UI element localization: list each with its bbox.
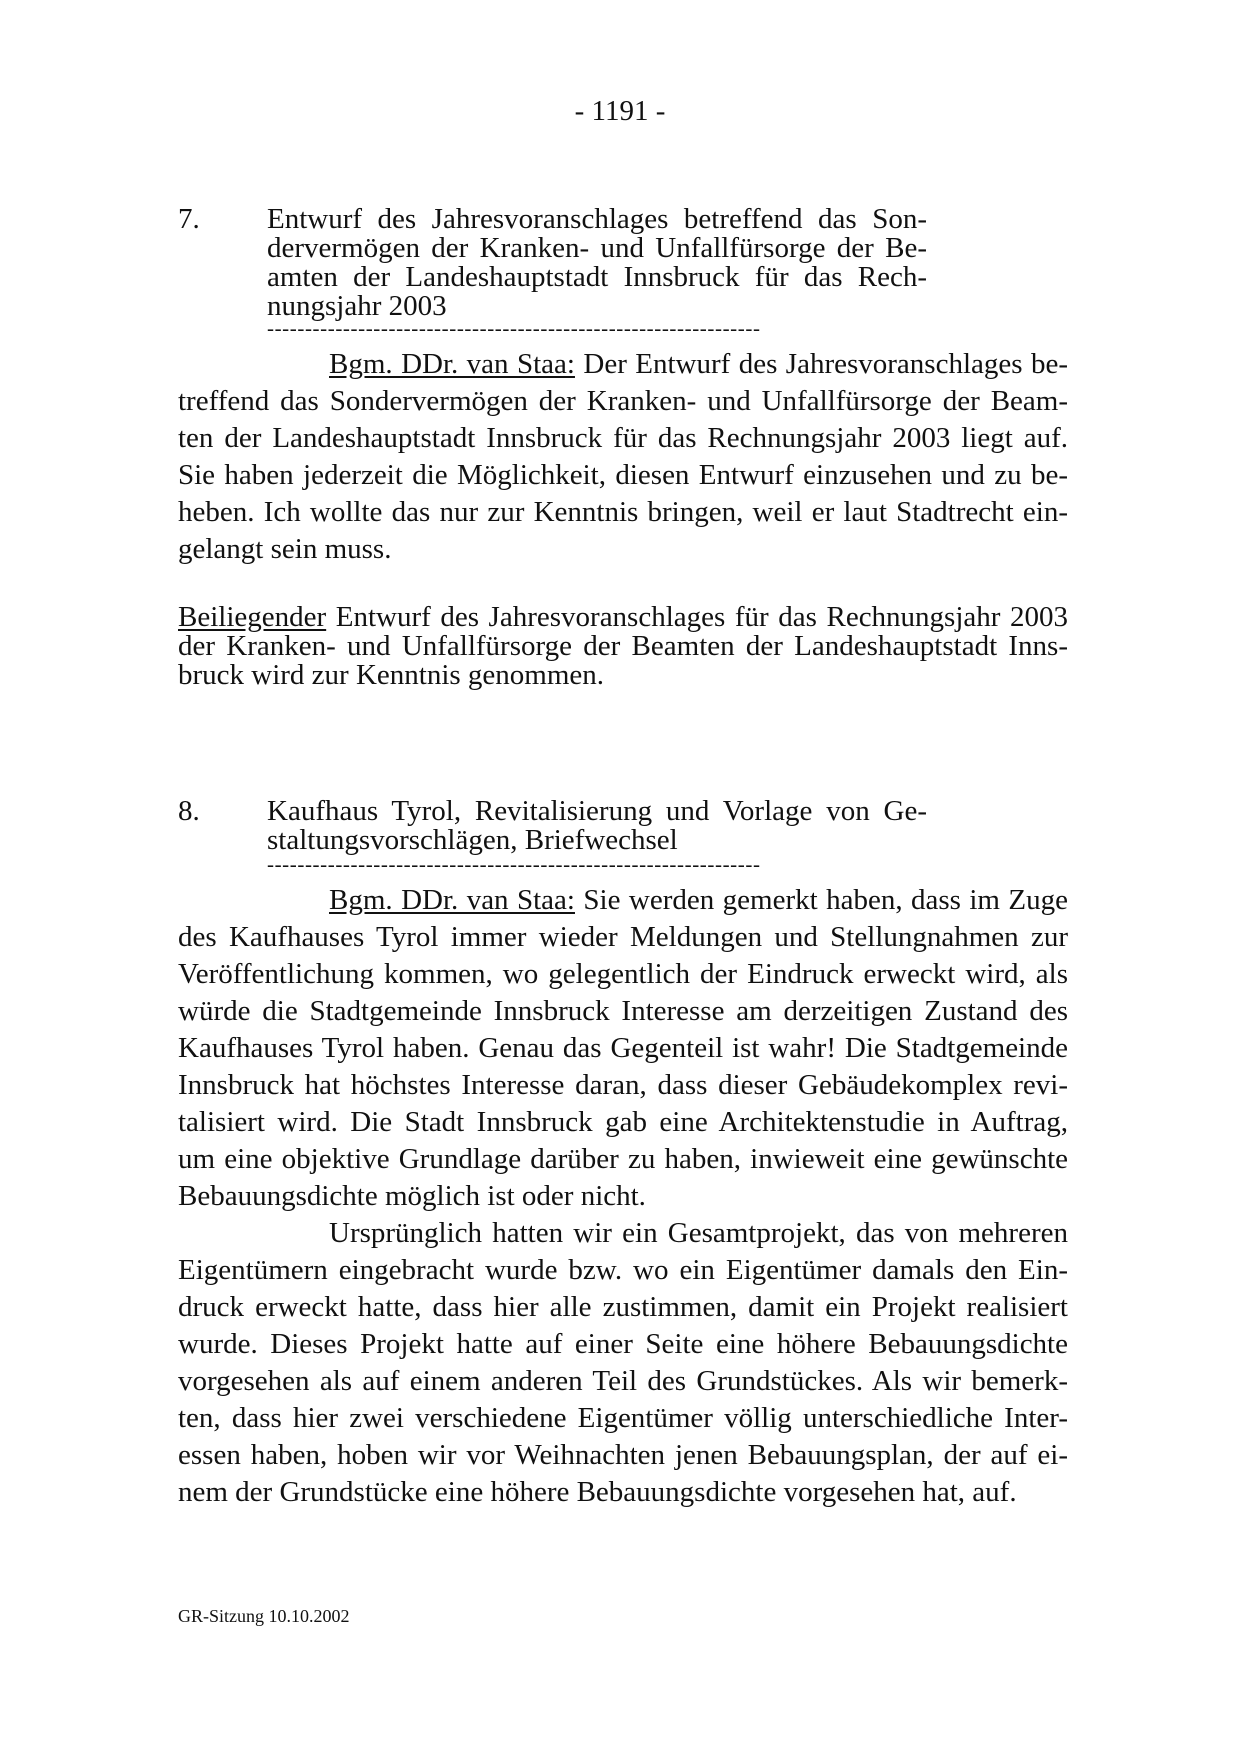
item-7-statement bbox=[178, 346, 1068, 568]
statement-line: des Kaufhauses Tyrol immer wieder Meldungen und Stellungnahmen zur bbox=[178, 921, 1068, 953]
statement-line: ten der Landeshauptstadt Innsbruck für das Rechnungsjahr 2003 liegt auf. bbox=[178, 422, 1068, 454]
statement-line: Kaufhauses Tyrol haben. Genau das Gegenteil ist wahr! Die Stadtgemeinde bbox=[178, 1032, 1068, 1064]
item-8-title bbox=[267, 797, 927, 855]
item-8-separator: ----------------------------------------------------------------- bbox=[267, 852, 761, 876]
statement-line: gelangt sein muss. bbox=[178, 533, 392, 565]
statement-line: nem der Grundstücke eine höhere Bebauungsdichte vorgesehen hat, auf. bbox=[178, 1476, 1017, 1508]
item-7-resolution bbox=[178, 603, 1068, 690]
statement-line: Sie haben jederzeit die Möglichkeit, diesen Entwurf einzusehen und zu be- bbox=[178, 459, 1068, 491]
item-8-title-line: staltungsvorschlägen, Briefwechsel bbox=[267, 824, 678, 856]
statement-line: Bebauungsdichte möglich ist oder nicht. bbox=[178, 1180, 646, 1212]
item-8-number: 8. bbox=[178, 795, 200, 827]
resolution-keyword: Beiliegender bbox=[178, 601, 327, 633]
item-8-title-line: Kaufhaus Tyrol, Revitalisierung und Vorlage von Ge- bbox=[267, 795, 927, 827]
statement-line: Der Entwurf des Jahresvoranschlages be- bbox=[574, 348, 1068, 380]
statement-line: Eigentümern eingebracht wurde bzw. wo ein Eigentümer damals den Ein- bbox=[178, 1254, 1068, 1286]
item-8-statement bbox=[178, 882, 1068, 1215]
speaker-name: Bgm. DDr. van Staa: bbox=[329, 884, 575, 916]
speaker-name: Bgm. DDr. van Staa: bbox=[329, 348, 575, 380]
page-footer: GR-Sitzung 10.10.2002 bbox=[178, 1606, 350, 1626]
item-7-title bbox=[267, 205, 927, 321]
statement-line: druck erweckt hatte, dass hier alle zustimmen, damit ein Projekt realisiert bbox=[178, 1291, 1068, 1323]
statement-line: essen haben, hoben wir vor Weihnachten jenen Bebauungsplan, der auf ei- bbox=[178, 1439, 1068, 1471]
statement-line: treffend das Sondervermögen der Kranken- und Unfallfürsorge der Beam- bbox=[178, 385, 1068, 417]
statement-line: Veröffentlichung kommen, wo gelegentlich der Eindruck erweckt wird, als bbox=[178, 958, 1068, 990]
statement-line: talisiert wird. Die Stadt Innsbruck gab eine Architektenstudie in Auftrag, bbox=[178, 1106, 1068, 1138]
statement-line: würde die Stadtgemeinde Innsbruck Interesse am derzeitigen Zustand des bbox=[178, 995, 1068, 1027]
statement-line: Sie werden gemerkt haben, dass im Zuge bbox=[574, 884, 1068, 916]
statement-line: Innsbruck hat höchstes Interesse daran, dass dieser Gebäudekomplex revi- bbox=[178, 1069, 1068, 1101]
statement-line: ten, dass hier zwei verschiedene Eigentümer völlig unterschiedliche Inter- bbox=[178, 1402, 1068, 1434]
resolution-line: bruck wird zur Kenntnis genommen. bbox=[178, 659, 605, 691]
item-8-statement-continued bbox=[178, 1215, 1068, 1511]
statement-line: Ursprünglich hatten wir ein Gesamtprojekt, das von mehreren bbox=[329, 1217, 1068, 1249]
resolution-line: der Kranken- und Unfallfürsorge der Beamten der Landeshauptstadt Inns- bbox=[178, 630, 1068, 662]
item-7-title-line: amten der Landeshauptstadt Innsbruck für das Rech- bbox=[267, 261, 927, 293]
statement-line: heben. Ich wollte das nur zur Kenntnis bringen, weil er laut Stadtrecht ein- bbox=[178, 496, 1068, 528]
page-number: - 1191 - bbox=[574, 95, 666, 127]
item-7-title-line: nungsjahr 2003 bbox=[267, 290, 447, 322]
item-7-number: 7. bbox=[178, 203, 200, 235]
statement-line: um eine objektive Grundlage darüber zu haben, inwieweit eine gewünschte bbox=[178, 1143, 1068, 1175]
statement-line: wurde. Dieses Projekt hatte auf einer Seite eine höhere Bebauungsdichte bbox=[178, 1328, 1068, 1360]
item-7-title-line: Entwurf des Jahresvoranschlages betreffend das Son- bbox=[267, 203, 927, 235]
item-7-separator: ----------------------------------------------------------------- bbox=[267, 316, 761, 340]
item-7-title-line: dervermögen der Kranken- und Unfallfürsorge der Be- bbox=[267, 232, 927, 264]
statement-line: vorgesehen als auf einem anderen Teil des Grundstückes. Als wir bemerk- bbox=[178, 1365, 1068, 1397]
resolution-line: Entwurf des Jahresvoranschlages für das Rechnungsjahr 2003 bbox=[326, 601, 1068, 633]
